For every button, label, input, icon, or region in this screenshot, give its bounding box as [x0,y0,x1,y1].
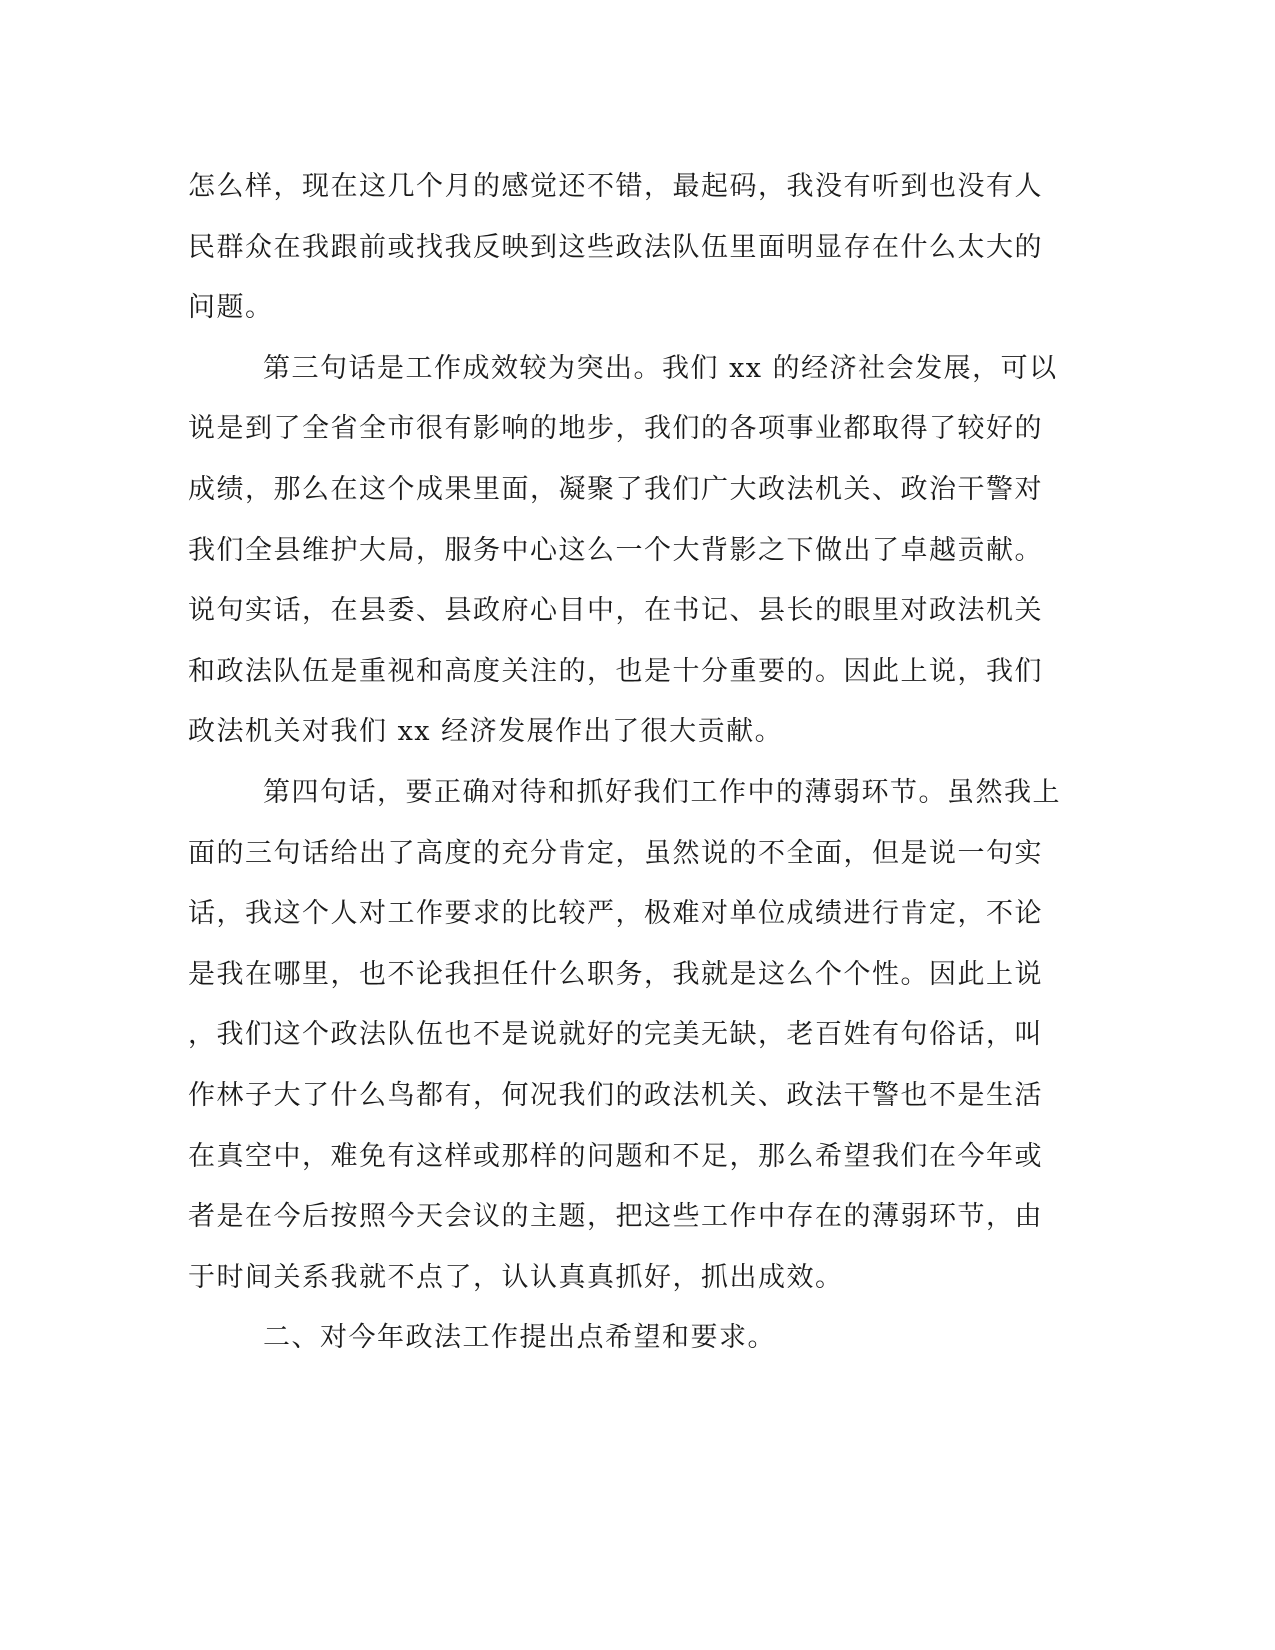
text-line: 怎么样，现在这几个月的感觉还不错，最起码，我没有听到也没有人 [188,171,1043,202]
text-line: 说是到了全省全市很有影响的地步，我们的各项事业都取得了较好的 [188,413,1043,445]
text-line: 问题。 [188,292,274,324]
document-body [188,157,1061,1369]
section-heading [188,1308,1054,1369]
text-line: 二、对今年政法工作提出点希望和要求。 [263,1322,776,1354]
paragraph-3 [188,763,1061,1308]
text-line: 作林子大了什么鸟都有，何况我们的政法机关、政法干警也不是生活 [188,1079,1043,1111]
text-line: ，我们这个政法队伍也不是说就好的完美无缺，老百姓有句俗话，叫 [188,1019,1043,1051]
text-line: 民群众在我跟前或找我反映到这些政法队伍里面明显存在什么太大的 [188,231,1043,263]
text-line: 说句实话，在县委、县政府心目中，在书记、县长的眼里对政法机关 [188,595,1043,627]
text-line: 面的三句话给出了高度的充分肯定，虽然说的不全面，但是说一句实 [188,837,1043,869]
text-line: 在真空中，难免有这样或那样的问题和不足，那么希望我们在今年或 [188,1140,1043,1172]
text-line: 成绩，那么在这个成果里面，凝聚了我们广大政法机关、政治干警对 [188,473,1043,505]
text-line: 第四句话，要正确对待和抓好我们工作中的薄弱环节。虽然我上 [263,776,1061,808]
text-line: 是我在哪里，也不论我担任什么职务，我就是这么个个性。因此上说 [188,958,1043,990]
text-line: 于时间关系我就不点了，认认真真抓好，抓出成效。 [188,1261,844,1293]
text-line: 话，我这个人对工作要求的比较严，极难对单位成绩进行肯定，不论 [188,898,1043,930]
paragraph-2 [188,339,1058,763]
text-line: 政法机关对我们 xx 经济发展作出了很大贡献。 [188,716,784,748]
paragraph-1 [188,157,1054,339]
text-line: 者是在今后按照今天会议的主题，把这些工作中存在的薄弱环节，由 [188,1201,1043,1233]
text-line: 和政法队伍是重视和高度关注的，也是十分重要的。因此上说，我们 [188,655,1043,687]
text-line: 第三句话是工作成效较为突出。我们 xx 的经济社会发展，可以 [263,352,1058,384]
text-line: 我们全县维护大局，服务中心这么一个大背影之下做出了卓越贡献。 [188,534,1043,566]
